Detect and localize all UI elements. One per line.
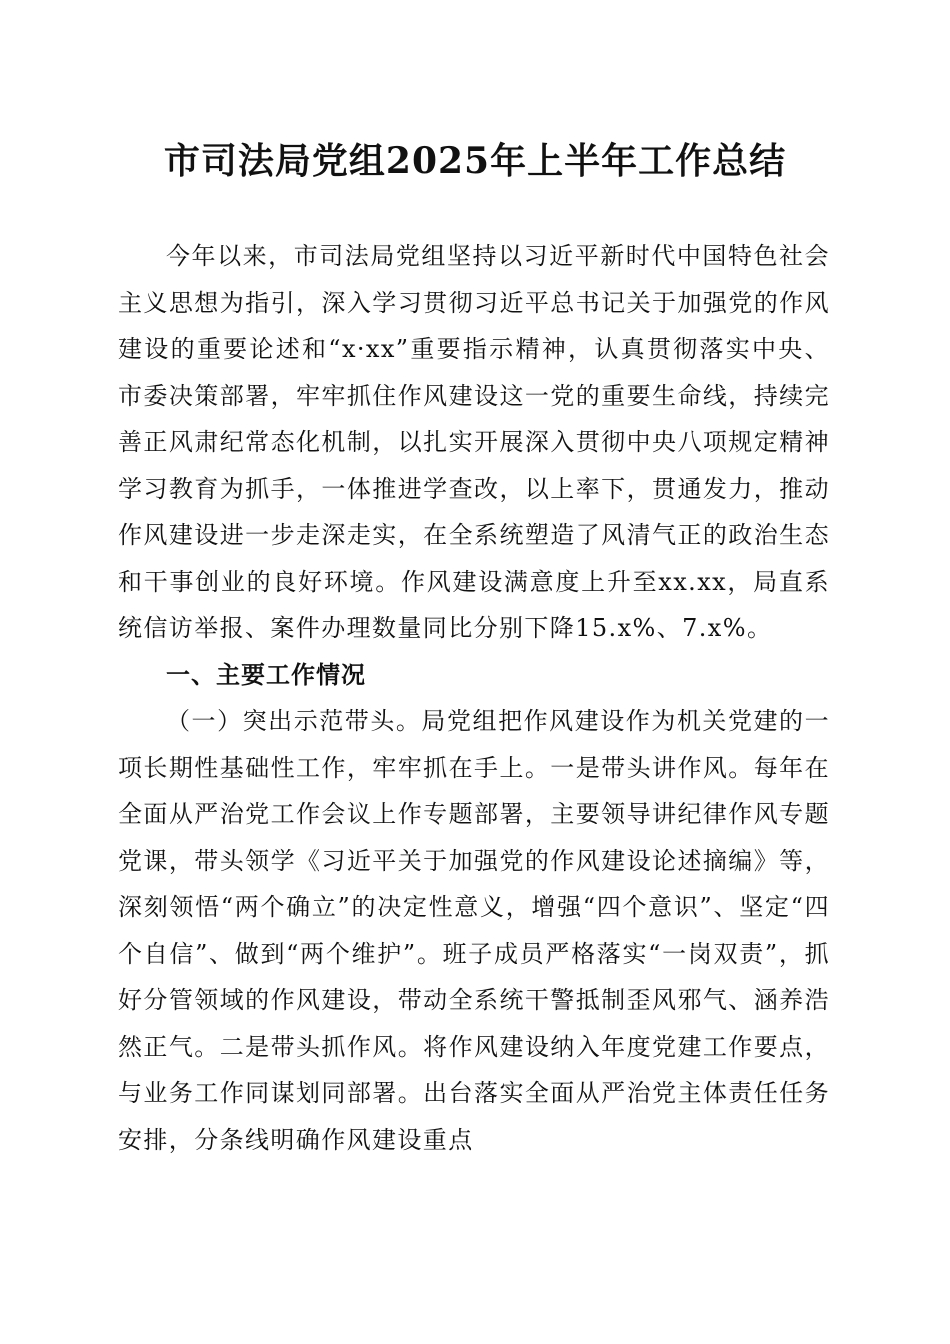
intro-paragraph: 今年以来，市司法局党组坚持以习近平新时代中国特色社会主义思想为指引，深入学习贯彻习近平总书记关于加强党的作风建设的重要论述和“x·xx”重要指示精神，认真贯彻落实中央、市委决策部署，牢牢抓住作风建设这一党的重要生命线，持续完善正风肃纪常态化机制，以扎实开展深入贯彻中央八项规定精神学习教育为抓手，一体推进学查改，以上率下，贯通发力，推动作风建设进一步走深走实，在全系统塑造了风清气正的政治生态和干事创业的良好环境。作风建设满意度上升至xx.xx，局直系统信访举报、案件办理数量同比分别下降15.x%、7.x%。 <box>118 242 830 642</box>
document-title: 市司法局党组2025年上半年工作总结 <box>163 140 787 182</box>
document-body <box>118 233 830 1163</box>
section-paragraph: （一）突出示范带头。局党组把作风建设作为机关党建的一项长期性基础性工作，牢牢抓在手上。一是带头讲作风。每年在全面从严治党工作会议上作专题部署，主要领导讲纪律作风专题党课，带头领学《习近平关于加强党的作风建设论述摘编》等，深刻领悟“两个确立”的决定性意义，增强“四个意识”、坚定“四个自信”、做到“两个维护”。班子成员严格落实“一岗双责”，抓好分管领域的作风建设，带动全系统干警抵制歪风邪气、涵养浩然正气。二是带头抓作风。将作风建设纳入年度党建工作要点，与业务工作同谋划同部署。出台落实全面从严治党主体责任任务安排，分条线明确作风建设重点 <box>118 707 830 1154</box>
section-heading: 一、主要工作情况 <box>166 660 366 689</box>
